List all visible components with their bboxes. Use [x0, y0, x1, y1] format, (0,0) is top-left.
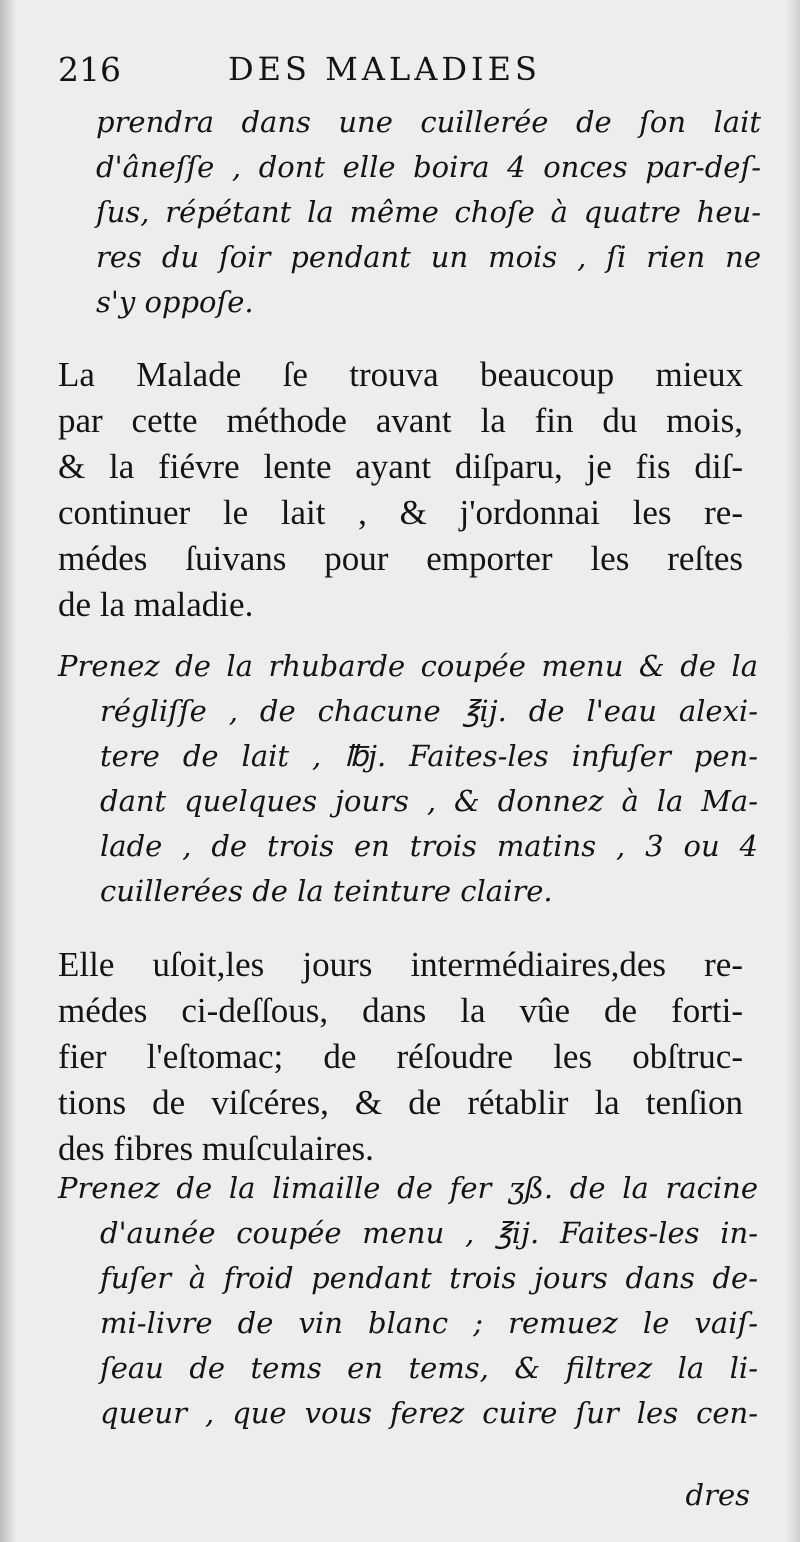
prescription-paragraph: [58, 644, 758, 914]
narrative-paragraph: [58, 942, 743, 1172]
text-line: mi-livre de vin blanc ; remuez le vaiſ-: [100, 1306, 758, 1340]
catchword: dres: [685, 1478, 750, 1512]
text-line: queur , que vous ferez cuire ſur les cen-: [100, 1396, 758, 1430]
text-line: Prenez de la limaille de fer ʒß. de la racine: [58, 1171, 758, 1205]
text-line: d'aunée coupée menu , ℥ij. Faites-les in-: [100, 1216, 758, 1250]
text-line: dant quelques jours , & donnez à la Ma-: [100, 784, 758, 818]
text-line: fuſer à froid pendant trois jours dans de-: [100, 1261, 758, 1295]
text-line: prendra dans une cuillerée de ſon lait: [96, 105, 761, 139]
text-line: continuer le lait , & j'ordonnai les re-: [58, 493, 743, 532]
page-header: [58, 50, 758, 94]
text-line: régliſſe , de chacune ℥ij. de l'eau alexi-: [100, 694, 758, 728]
text-line: par cette méthode avant la fin du mois,: [58, 401, 743, 440]
page-edge-shadow: [786, 0, 800, 1542]
text-line: tions de viſcéres, & de rétablir la tenſion: [58, 1083, 743, 1122]
text-line: & la fiévre lente ayant diſparu, je fis diſ-: [58, 447, 743, 486]
text-line: d'âneſſe , dont elle boira 4 onces par-deſ-: [96, 150, 761, 184]
text-line: médes ſuivans pour emporter les reſtes: [58, 539, 743, 578]
prescription-paragraph: [58, 1166, 758, 1436]
text-line: res du ſoir pendant un mois , ſi rien ne: [96, 240, 761, 274]
text-line: ſeau de tems en tems, & filtrez la li-: [100, 1351, 758, 1385]
text-line: de la maladie.: [58, 585, 254, 624]
text-line: La Malade ſe trouva beaucoup mieux: [58, 355, 743, 394]
text-line: ſus, répétant la même choſe à quatre heu-: [96, 195, 761, 229]
text-line: Prenez de la rhubarde coupée menu & de la: [58, 649, 758, 683]
text-line: des fibres muſculaires.: [58, 1129, 374, 1168]
page-number: 216: [58, 50, 121, 89]
text-line: Elle uſoit,les jours intermédiaires,des re-: [58, 945, 743, 984]
text-line: fier l'eſtomac; de réſoudre les obſtruc-: [58, 1037, 743, 1076]
narrative-paragraph: [58, 352, 743, 628]
text-line: cuillerées de la teinture claire.: [100, 874, 553, 908]
running-title: DES MALADIES: [228, 50, 541, 88]
prescription-continuation: [96, 100, 761, 325]
text-line: s'y oppoſe.: [96, 285, 254, 319]
text-line: lade , de trois en trois matins , 3 ou 4: [100, 829, 758, 863]
text-line: tere de lait , ℔j. Faites-les infuſer pen-: [100, 739, 758, 773]
text-line: médes ci-deſſous, dans la vûe de forti-: [58, 991, 743, 1030]
page-gutter-shadow: [0, 0, 16, 1542]
